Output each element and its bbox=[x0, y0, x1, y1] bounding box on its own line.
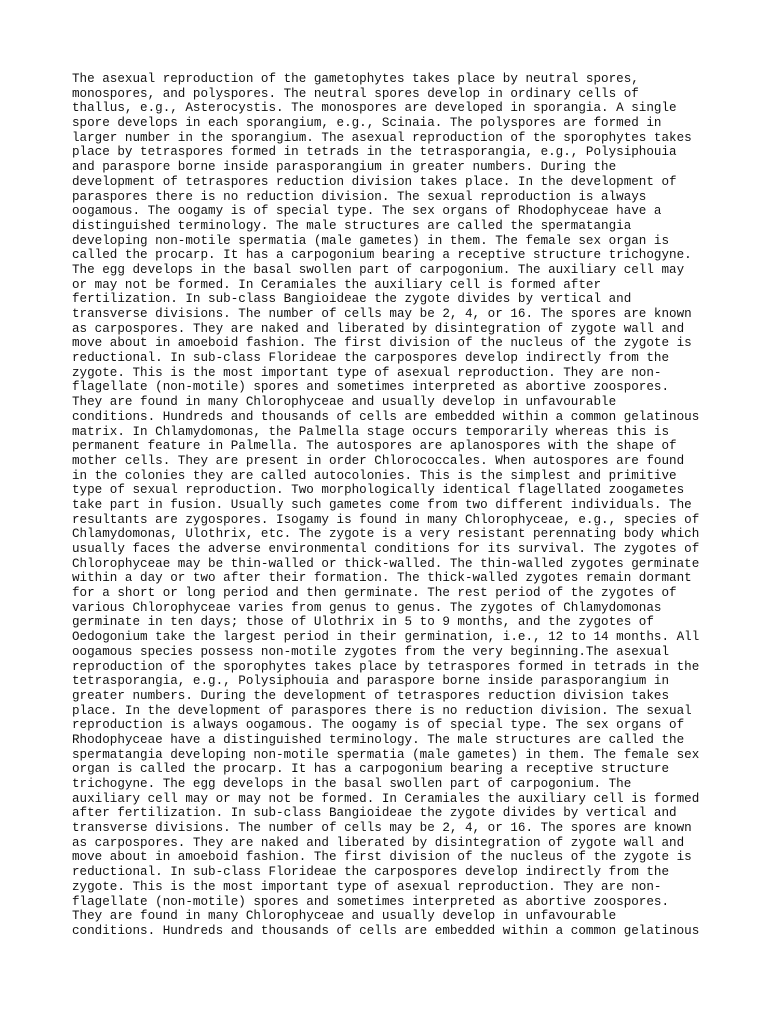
text-line: auxiliary cell may or may not be formed. In Ceramiales the auxiliary cell is formed bbox=[72, 791, 700, 806]
text-line: called the procarp. It has a carpogonium bearing a receptive structure trichogyne. bbox=[72, 248, 692, 263]
text-line: fertilization. In sub-class Bangioideae the zygote divides by vertical and bbox=[72, 292, 632, 307]
text-line: move about in amoeboid fashion. The first division of the nucleus of the zygote is bbox=[72, 336, 692, 351]
text-line: or may not be formed. In Ceramiales the auxiliary cell is formed after bbox=[72, 277, 602, 292]
text-line: reductional. In sub-class Florideae the carpospores develop indirectly from the bbox=[72, 351, 670, 366]
text-line: paraspores there is no reduction division. The sexual reproduction is always bbox=[72, 189, 647, 204]
text-line: larger number in the sporangium. The asexual reproduction of the sporophytes takes bbox=[72, 130, 692, 145]
text-line: transverse divisions. The number of cells may be 2, 4, or 16. The spores are known bbox=[72, 307, 692, 321]
text-line: developing non-motile spermatia (male gametes) in them. The female sex organ is bbox=[72, 233, 670, 248]
text-line: greater numbers. During the development of tetraspores reduction division takes bbox=[72, 688, 670, 703]
text-line: resultants are zygospores. Isogamy is found in many Chlorophyceae, e.g., species of bbox=[72, 512, 700, 527]
text-line: flagellate (non-motile) spores and sometimes interpreted as abortive zoospores. bbox=[72, 380, 670, 395]
text-line: reproduction is always oogamous. The oogamy is of special type. The sex organs of bbox=[72, 718, 685, 733]
text-line: They are found in many Chlorophyceae and usually develop in unfavourable bbox=[72, 395, 617, 410]
text-line: germinate in ten days; those of Ulothrix in 5 to 9 months, and the zygotes of bbox=[72, 615, 654, 630]
text-line: flagellate (non-motile) spores and sometimes interpreted as abortive zoospores. bbox=[72, 894, 670, 909]
text-line: oogamous species possess non-motile zygotes from the very beginning.The asexual bbox=[72, 644, 670, 659]
text-line: within a day or two after their formation. The thick-walled zygotes remain dormant bbox=[72, 571, 692, 586]
text-line: distinguished terminology. The male structures are called the spermatangia bbox=[72, 218, 632, 233]
text-line: zygote. This is the most important type of asexual reproduction. They are non- bbox=[72, 365, 662, 380]
text-line: Oedogonium take the largest period in their germination, i.e., 12 to 14 months. All bbox=[72, 630, 700, 645]
text-line: as carpospores. They are naked and liberated by disintegration of zygote wall and bbox=[72, 835, 685, 850]
text-line: organ is called the procarp. It has a carpogonium bearing a receptive structure bbox=[72, 762, 670, 777]
text-line: thallus, e.g., Asterocystis. The monospores are developed in sporangia. A single bbox=[72, 101, 677, 116]
document-page bbox=[72, 72, 712, 952]
text-line: and paraspore borne inside parasporangium in greater numbers. During the bbox=[72, 160, 617, 175]
text-line: for a short or long period and then germinate. The rest period of the zygotes of bbox=[72, 586, 677, 601]
text-line: Chlamydomonas, Ulothrix, etc. The zygote is a very resistant perennating body which bbox=[72, 527, 700, 542]
text-line: take part in fusion. Usually such gametes come from two different individuals. The bbox=[72, 497, 692, 512]
text-line: type of sexual reproduction. Two morphologically identical flagellated zoogametes bbox=[72, 483, 685, 498]
text-line: mother cells. They are present in order Chlorococcales. When autospores are found bbox=[72, 453, 685, 468]
text-line: spore develops in each sporangium, e.g., Scinaia. The polyspores are formed in bbox=[72, 116, 662, 131]
body-text bbox=[72, 72, 712, 939]
text-line: reductional. In sub-class Florideae the carpospores develop indirectly from the bbox=[72, 865, 670, 880]
text-line: zygote. This is the most important type of asexual reproduction. They are non- bbox=[72, 879, 662, 894]
text-line: conditions. Hundreds and thousands of cells are embedded within a common gelatinous bbox=[72, 923, 700, 938]
text-line: Chlorophyceae may be thin-walled or thick-walled. The thin-walled zygotes germinate bbox=[72, 556, 700, 571]
text-line: tetrasporangia, e.g., Polysiphouia and paraspore borne inside parasporangium in bbox=[72, 674, 670, 689]
text-line: They are found in many Chlorophyceae and usually develop in unfavourable bbox=[72, 909, 617, 924]
text-line: various Chlorophyceae varies from genus to genus. The zygotes of Chlamydomonas bbox=[72, 600, 662, 615]
text-line: Rhodophyceae have a distinguished terminology. The male structures are called the bbox=[72, 732, 685, 747]
text-line: reproduction of the sporophytes takes place by tetraspores formed in tetrads in the bbox=[72, 659, 700, 674]
text-line: permanent feature in Palmella. The autospores are aplanospores with the shape of bbox=[72, 439, 677, 454]
text-line: matrix. In Chlamydomonas, the Palmella stage occurs temporarily whereas this is bbox=[72, 424, 670, 439]
text-line: in the colonies they are called autocolonies. This is the simplest and primitive bbox=[72, 468, 677, 483]
text-line: usually faces the adverse environmental conditions for its survival. The zygotes of bbox=[72, 542, 700, 556]
text-line: trichogyne. The egg develops in the basal swollen part of carpogonium. The bbox=[72, 777, 632, 791]
text-line: The asexual reproduction of the gametophytes takes place by neutral spores, bbox=[72, 72, 639, 86]
text-line: transverse divisions. The number of cells may be 2, 4, or 16. The spores are known bbox=[72, 821, 692, 836]
text-line: development of tetraspores reduction division takes place. In the development of bbox=[72, 174, 677, 189]
text-line: monospores, and polyspores. The neutral spores develop in ordinary cells of bbox=[72, 86, 639, 101]
text-line: conditions. Hundreds and thousands of cells are embedded within a common gelatinous bbox=[72, 409, 700, 424]
text-line: The egg develops in the basal swollen part of carpogonium. The auxiliary cell may bbox=[72, 262, 685, 277]
text-line: as carpospores. They are naked and liberated by disintegration of zygote wall and bbox=[72, 321, 685, 336]
text-line: spermatangia developing non-motile spermatia (male gametes) in them. The female sex bbox=[72, 747, 700, 762]
text-line: move about in amoeboid fashion. The first division of the nucleus of the zygote is bbox=[72, 850, 692, 865]
text-line: place. In the development of paraspores there is no reduction division. The sexual bbox=[72, 703, 692, 718]
text-line: after fertilization. In sub-class Bangioideae the zygote divides by vertical and bbox=[72, 806, 677, 821]
text-line: place by tetraspores formed in tetrads in the tetrasporangia, e.g., Polysiphouia bbox=[72, 145, 677, 160]
text-line: oogamous. The oogamy is of special type. The sex organs of Rhodophyceae have a bbox=[72, 204, 662, 219]
